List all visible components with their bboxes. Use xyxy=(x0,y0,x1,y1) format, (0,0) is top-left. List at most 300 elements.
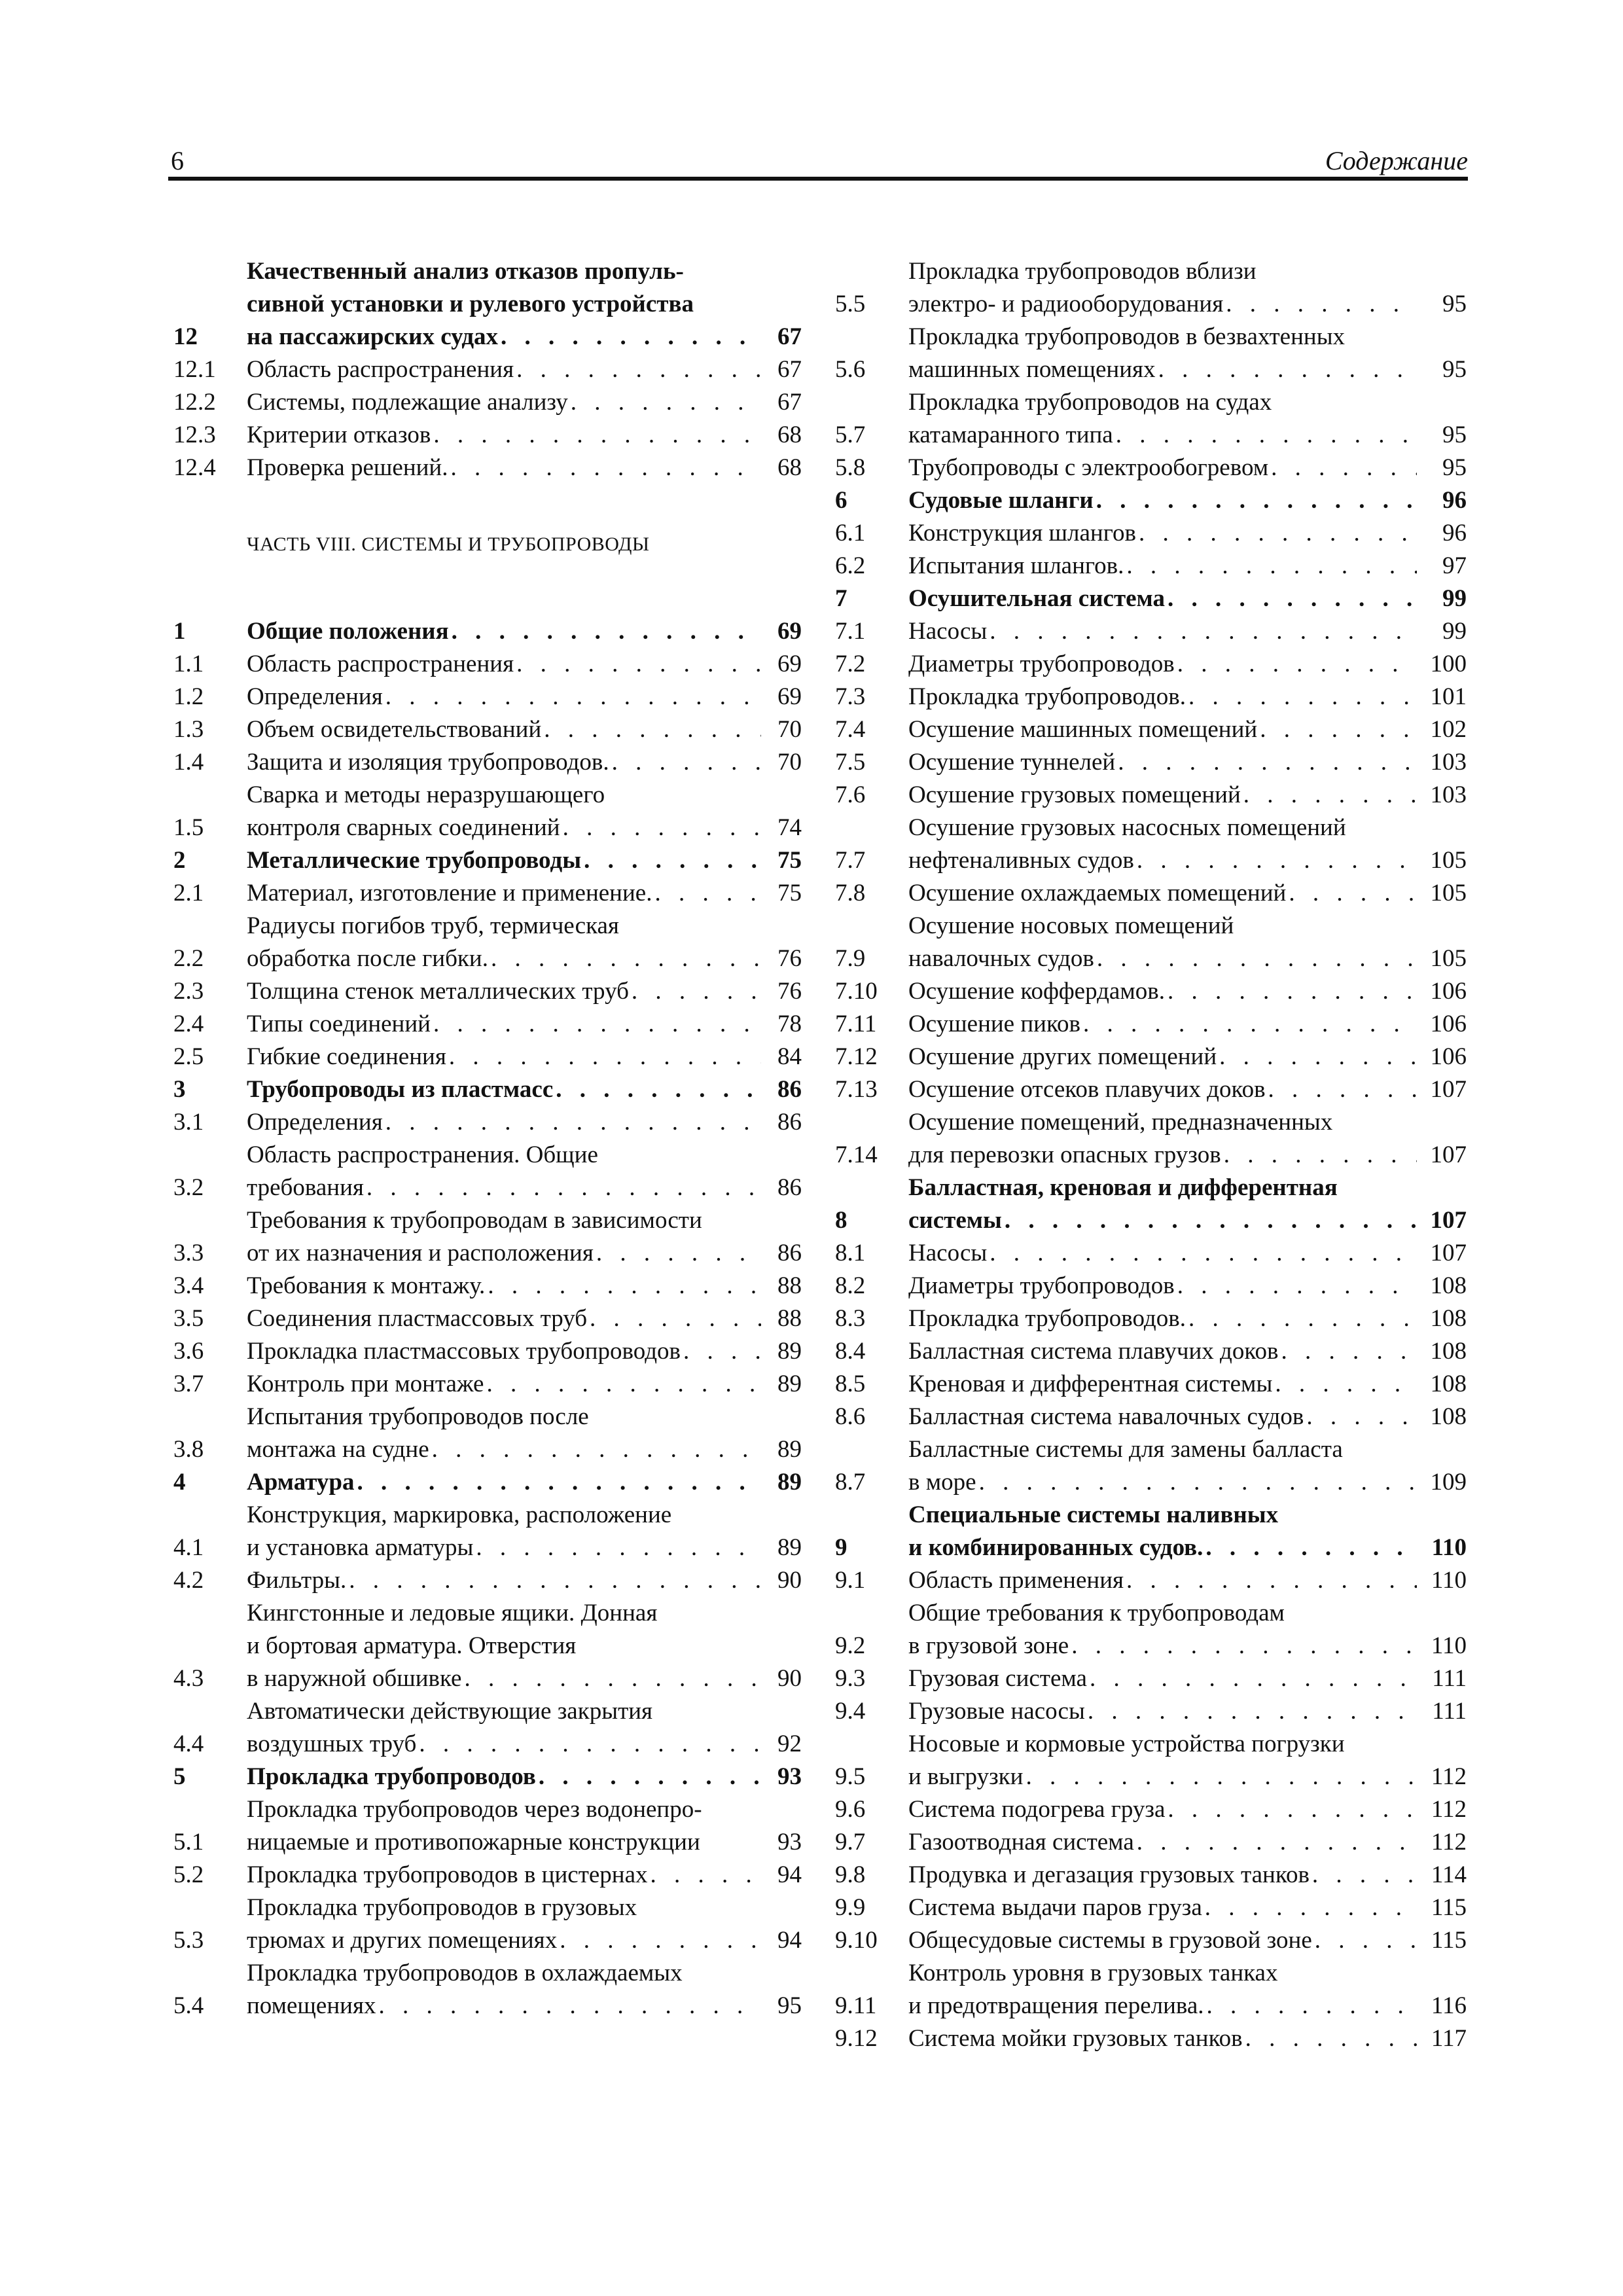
toc-entry-page: 95 xyxy=(1442,356,1467,383)
toc-entry-title-line: Насосы xyxy=(908,618,988,645)
toc-entry[interactable] xyxy=(173,779,802,844)
toc-entry-body xyxy=(908,1499,1467,1564)
toc-entry[interactable] xyxy=(835,1957,1467,2022)
toc-entry-number: 9.2 xyxy=(835,1632,866,1659)
toc-entry-last-line xyxy=(247,1433,802,1466)
toc-entry-number: 4.4 xyxy=(173,1731,204,1757)
toc-entry-title-line: Определения xyxy=(247,683,383,710)
toc-entry-title-line: Кингстонные и ледовые ящики. Донная xyxy=(247,1600,658,1626)
toc-entry-last-line xyxy=(247,1761,802,1793)
dot-leader xyxy=(1137,844,1417,877)
toc-entry[interactable] xyxy=(835,1499,1467,1564)
dot-leader xyxy=(571,386,761,419)
toc-entry-page: 95 xyxy=(1442,454,1467,481)
toc-entry-number: 7.6 xyxy=(835,781,866,808)
dot-leader xyxy=(1026,1761,1417,1793)
toc-entry-body xyxy=(908,1368,1467,1401)
toc-entry-title-line: Прокладка трубопроводов на судах xyxy=(908,389,1272,416)
toc-entry-title-line: Испытания трубопроводов после xyxy=(247,1403,589,1430)
toc-entry-page: 99 xyxy=(1442,618,1467,645)
toc-entry-number: 1 xyxy=(173,618,186,645)
dot-leader xyxy=(1243,779,1417,812)
toc-entry-title-line: Критерии отказов xyxy=(247,422,431,448)
toc-entry-number: 4.3 xyxy=(173,1665,204,1692)
toc-entry-title-line: воздушных труб xyxy=(247,1731,417,1757)
dot-leader xyxy=(452,615,761,648)
toc-entry-page: 96 xyxy=(1442,487,1467,514)
dot-leader xyxy=(683,1335,761,1368)
toc-entry-number: 9.7 xyxy=(835,1829,866,1856)
toc-entry[interactable] xyxy=(835,550,1467,583)
toc-entry-page: 108 xyxy=(1430,1371,1467,1397)
toc-entry-last-line xyxy=(908,1041,1467,1073)
toc-entry-title-line: Испытания шлангов. xyxy=(908,552,1124,579)
toc-entry-title-line: Контроль уровня в грузовых танках xyxy=(908,1960,1278,1986)
toc-entry-title-line: Конструкция шлангов xyxy=(908,520,1136,547)
toc-entry[interactable] xyxy=(835,1695,1467,1728)
toc-entry-title-line: Прокладка трубопроводов через водонепро- xyxy=(247,1796,702,1823)
toc-entry-body xyxy=(908,1106,1467,1172)
toc-entry-number: 3.7 xyxy=(173,1371,204,1397)
toc-entry-page: 76 xyxy=(777,978,802,1005)
toc-entry-number: 6.2 xyxy=(835,552,866,579)
toc-entry[interactable] xyxy=(173,1597,802,1695)
toc-entry[interactable] xyxy=(835,615,1467,648)
dot-leader xyxy=(419,1728,761,1761)
toc-entry-last-line xyxy=(908,1302,1467,1335)
toc-entry-page: 108 xyxy=(1430,1305,1467,1332)
toc-entry[interactable] xyxy=(173,1139,802,1204)
toc-entry-body xyxy=(908,975,1467,1008)
toc-entry[interactable] xyxy=(173,975,802,1008)
toc-entry-number: 3.4 xyxy=(173,1272,204,1299)
toc-entry[interactable] xyxy=(835,910,1467,975)
toc-entry-number: 6 xyxy=(835,487,847,514)
toc-entry[interactable] xyxy=(835,1597,1467,1662)
toc-entry-page: 74 xyxy=(777,814,802,841)
toc-entry[interactable] xyxy=(173,419,802,452)
toc-entry-page: 86 xyxy=(777,1240,802,1266)
toc-entry-page: 112 xyxy=(1431,1763,1467,1790)
dot-leader xyxy=(556,1073,761,1106)
toc-entry-body xyxy=(247,1892,802,1957)
toc-entry[interactable] xyxy=(173,1564,802,1597)
toc-entry-body xyxy=(247,1106,802,1139)
dot-leader xyxy=(1177,1270,1417,1302)
toc-entry[interactable] xyxy=(835,255,1467,321)
toc-entry-page: 108 xyxy=(1430,1403,1467,1430)
toc-entry-page: 67 xyxy=(777,356,802,383)
toc-entry-title-line: Требования к трубопроводам в зависимости xyxy=(247,1207,702,1234)
toc-entry[interactable] xyxy=(835,1073,1467,1106)
toc-entry[interactable] xyxy=(835,1859,1467,1892)
toc-entry[interactable] xyxy=(835,1401,1467,1433)
toc-entry-page: 84 xyxy=(777,1043,802,1070)
toc-entry-title-line: Осушительная система xyxy=(908,585,1165,612)
toc-entry-title-line: Осушение носовых помещений xyxy=(908,912,1234,939)
toc-entry[interactable] xyxy=(835,746,1467,779)
toc-entry-page: 103 xyxy=(1430,781,1467,808)
toc-entry-last-line xyxy=(247,452,802,484)
dot-leader xyxy=(1090,1662,1417,1695)
toc-entry-number: 7.5 xyxy=(835,749,866,776)
toc-entry-last-line xyxy=(908,1237,1467,1270)
toc-entry-body xyxy=(908,1793,1467,1826)
part-title: ЧАСТЬ VIII. СИСТЕМЫ И ТРУБОПРОВОДЫ xyxy=(247,533,650,555)
toc-entry[interactable] xyxy=(173,681,802,713)
toc-entry-page: 68 xyxy=(777,454,802,481)
toc-entry-page: 88 xyxy=(777,1272,802,1299)
toc-entry-page: 93 xyxy=(777,1829,802,1856)
toc-entry[interactable] xyxy=(173,1270,802,1302)
toc-entry-last-line xyxy=(908,975,1467,1008)
toc-entry[interactable] xyxy=(835,1335,1467,1368)
toc-entry-page: 110 xyxy=(1431,1534,1467,1561)
toc-entry-title-line: Продувка и дегазация грузовых танков xyxy=(908,1861,1310,1888)
toc-entry-title-line: Контроль при монтаже xyxy=(247,1371,484,1397)
toc-entry-title-line: Качественный анализ отказов пропуль- xyxy=(247,258,684,285)
toc-entry-body xyxy=(908,713,1467,746)
toc-entry-body xyxy=(908,484,1467,517)
dot-leader xyxy=(1083,1008,1417,1041)
toc-entry-body xyxy=(908,255,1467,321)
toc-entry-last-line xyxy=(908,353,1467,386)
toc-entry-page: 92 xyxy=(777,1731,802,1757)
toc-entry[interactable] xyxy=(173,1302,802,1335)
toc-entry[interactable] xyxy=(173,648,802,681)
toc-entry-last-line xyxy=(908,1401,1467,1433)
toc-entry-number: 5.3 xyxy=(173,1927,204,1954)
toc-entry-number: 3.2 xyxy=(173,1174,204,1201)
toc-entry[interactable] xyxy=(173,1401,802,1466)
toc-entry-title-line: Соединения пластмассовых труб xyxy=(247,1305,588,1332)
toc-entry-number: 8.7 xyxy=(835,1469,866,1496)
toc-entry[interactable] xyxy=(835,779,1467,812)
section-title: Содержание xyxy=(1325,146,1468,175)
toc-entry-number: 2.5 xyxy=(173,1043,204,1070)
dot-leader xyxy=(1207,1990,1417,2022)
toc-entry[interactable] xyxy=(835,1892,1467,1924)
toc-entry[interactable] xyxy=(835,877,1467,910)
dot-leader xyxy=(1005,1204,1417,1237)
toc-entry[interactable] xyxy=(173,746,802,779)
toc-entry-number: 2.2 xyxy=(173,945,204,972)
toc-entry-body xyxy=(908,2022,1467,2055)
toc-entry[interactable] xyxy=(173,1073,802,1106)
dot-leader xyxy=(1205,1532,1417,1564)
toc-entry-last-line xyxy=(908,942,1467,975)
toc-entry-title-line: сивной установки и рулевого устройства xyxy=(247,291,694,317)
dot-leader xyxy=(1118,746,1417,779)
toc-entry[interactable] xyxy=(835,648,1467,681)
dot-leader xyxy=(1245,2022,1417,2055)
toc-entry[interactable] xyxy=(835,812,1467,877)
toc-entry-number: 9.8 xyxy=(835,1861,866,1888)
toc-entry[interactable] xyxy=(173,353,802,386)
toc-entry-title-line: Автоматически действующие закрытия xyxy=(247,1698,653,1725)
toc-entry-title-line: Радиусы погибов труб, термическая xyxy=(247,912,619,939)
toc-entry[interactable] xyxy=(173,1368,802,1401)
toc-entry[interactable] xyxy=(173,1041,802,1073)
dot-leader xyxy=(632,975,761,1008)
toc-entry[interactable] xyxy=(173,1957,802,2022)
toc-entry[interactable] xyxy=(835,1728,1467,1793)
toc-entry[interactable] xyxy=(173,1859,802,1892)
dot-leader xyxy=(1071,1630,1417,1662)
toc-entry[interactable] xyxy=(835,713,1467,746)
toc-entry-body xyxy=(908,1237,1467,1270)
toc-entry-body xyxy=(247,1204,802,1270)
toc-group-part-vii-end xyxy=(173,255,802,484)
toc-entry[interactable] xyxy=(173,910,802,975)
toc-entry-title-line: катамаранного типа xyxy=(908,422,1113,448)
toc-entry-page: 86 xyxy=(777,1174,802,1201)
toc-entry-last-line xyxy=(247,1106,802,1139)
toc-entry[interactable] xyxy=(835,484,1467,517)
toc-entry-last-line xyxy=(908,615,1467,648)
toc-entry-title-line: Область распространения. Общие xyxy=(247,1141,598,1168)
toc-entry-title-line: Система мойки грузовых танков xyxy=(908,2025,1243,2052)
toc-entry-title-line: Грузовая система xyxy=(908,1665,1087,1692)
toc-entry[interactable] xyxy=(173,713,802,746)
toc-entry-title-line: и комбинированных судов. xyxy=(908,1534,1204,1561)
toc-entry-title-line: Носовые и кормовые устройства погрузки xyxy=(908,1731,1345,1757)
toc-entry-body xyxy=(908,1564,1467,1597)
toc-entry[interactable] xyxy=(835,386,1467,452)
toc-entry[interactable] xyxy=(835,1826,1467,1859)
toc-entry[interactable] xyxy=(835,1368,1467,1401)
toc-entry-title-line: Балластная, креновая и дифферентная xyxy=(908,1174,1338,1201)
toc-entry[interactable] xyxy=(173,1761,802,1793)
toc-entry-title-line: Креновая и дифферентная системы xyxy=(908,1371,1273,1397)
toc-entry-body xyxy=(908,1728,1467,1793)
toc-entry-title-line: Прокладка пластмассовых трубопроводов xyxy=(247,1338,681,1365)
toc-entry[interactable] xyxy=(173,615,802,648)
toc-entry[interactable] xyxy=(173,1106,802,1139)
toc-entry-number: 9.4 xyxy=(835,1698,866,1725)
toc-entry-last-line xyxy=(908,1826,1467,1859)
toc-entry[interactable] xyxy=(173,1008,802,1041)
toc-entry[interactable] xyxy=(835,1041,1467,1073)
toc-entry[interactable] xyxy=(173,1695,802,1761)
toc-entry-last-line xyxy=(908,1892,1467,1924)
toc-entry-number: 9.1 xyxy=(835,1567,866,1594)
toc-entry-title-line: Грузовые насосы xyxy=(908,1698,1085,1725)
dot-leader xyxy=(1168,975,1417,1008)
toc-entry-title-line: для перевозки опасных грузов xyxy=(908,1141,1221,1168)
toc-entry-number: 5.4 xyxy=(173,1992,204,2019)
toc-entry-last-line xyxy=(908,1270,1467,1302)
toc-entry-title-line: Прокладка трубопроводов. xyxy=(908,683,1186,710)
toc-entry-body xyxy=(247,1761,802,1793)
toc-entry-last-line xyxy=(247,812,802,844)
toc-entry-last-line xyxy=(247,1532,802,1564)
toc-entry[interactable] xyxy=(835,1106,1467,1172)
dot-leader xyxy=(516,648,761,681)
toc-entry-body xyxy=(247,452,802,484)
toc-entry-body xyxy=(247,1695,802,1761)
toc-entry-last-line xyxy=(908,550,1467,583)
toc-entry-last-line xyxy=(908,1662,1467,1695)
toc-entry[interactable] xyxy=(835,321,1467,386)
dot-leader xyxy=(1289,877,1417,910)
page-number: 6 xyxy=(171,146,184,175)
toc-entry-last-line xyxy=(247,942,802,975)
toc-entry-number: 12.1 xyxy=(173,356,216,383)
toc-entry-last-line xyxy=(908,1990,1467,2022)
dot-leader xyxy=(1315,1924,1417,1957)
toc-entry-title-line: Осушение пиков xyxy=(908,1011,1081,1037)
toc-entry-title-line: трюмах и других помещениях xyxy=(247,1927,558,1954)
toc-entry-title-line: Прокладка трубопроводов в грузовых xyxy=(247,1894,637,1921)
toc-entry-number: 5.2 xyxy=(173,1861,204,1888)
toc-entry-title-line: Осушение машинных помещений xyxy=(908,716,1258,743)
toc-entry-page: 89 xyxy=(777,1338,802,1365)
toc-entry[interactable] xyxy=(835,1662,1467,1695)
toc-entry[interactable] xyxy=(173,1466,802,1499)
toc-entry[interactable] xyxy=(835,1433,1467,1499)
dot-leader xyxy=(491,942,761,975)
toc-entry-page: 75 xyxy=(777,880,802,906)
toc-entry[interactable] xyxy=(173,1892,802,1957)
toc-entry[interactable] xyxy=(835,1172,1467,1237)
toc-entry-title-line: Защита и изоляция трубопроводов. xyxy=(247,749,609,776)
toc-entry-last-line xyxy=(247,1073,802,1106)
toc-entry-title-line: контроля сварных соединений xyxy=(247,814,560,841)
toc-entry-last-line xyxy=(908,1204,1467,1237)
toc-entry-page: 106 xyxy=(1430,1011,1467,1037)
toc-entry-title-line: навалочных судов xyxy=(908,945,1094,972)
toc-entry-title-line: Арматура xyxy=(247,1469,355,1496)
toc-entry[interactable] xyxy=(173,255,802,353)
toc-entry-page: 102 xyxy=(1430,716,1467,743)
dot-leader xyxy=(590,1302,761,1335)
toc-entry-title-line: обработка после гибки. xyxy=(247,945,488,972)
toc-entry-last-line xyxy=(908,1008,1467,1041)
toc-entry-page: 105 xyxy=(1430,880,1467,906)
toc-entry-page: 86 xyxy=(777,1076,802,1103)
toc-entry-last-line xyxy=(247,615,802,648)
toc-entry-number: 9.9 xyxy=(835,1894,866,1921)
toc-entry[interactable] xyxy=(173,1335,802,1368)
toc-entry-body xyxy=(908,779,1467,812)
toc-entry-body xyxy=(247,1597,802,1695)
toc-entry-last-line xyxy=(247,419,802,452)
toc-entry-body xyxy=(908,1335,1467,1368)
toc-entry[interactable] xyxy=(173,844,802,877)
dot-leader xyxy=(1097,942,1417,975)
toc-entry-body xyxy=(908,1892,1467,1924)
dot-leader xyxy=(1188,1302,1417,1335)
toc-entry-title-line: Система выдачи паров груза xyxy=(908,1894,1202,1921)
toc-entry-title-line: Газоотводная система xyxy=(908,1829,1134,1856)
toc-entry-last-line xyxy=(247,353,802,386)
toc-entry[interactable] xyxy=(173,452,802,484)
toc-entry-body xyxy=(247,1302,802,1335)
toc-entry[interactable] xyxy=(173,386,802,419)
toc-entry-body xyxy=(247,713,802,746)
toc-entry-title-line: Трубопроводы из пластмасс xyxy=(247,1076,554,1103)
toc-entry-number: 5 xyxy=(173,1763,186,1790)
toc-entry[interactable] xyxy=(835,1302,1467,1335)
toc-entry[interactable] xyxy=(173,1204,802,1270)
toc-entry-page: 69 xyxy=(777,683,802,710)
toc-entry-last-line xyxy=(908,1761,1467,1793)
toc-entry-last-line xyxy=(908,484,1467,517)
toc-entry-body xyxy=(908,1433,1467,1499)
toc-entry-title-line: Прокладка трубопроводов вблизи xyxy=(908,258,1257,285)
toc-entry-body xyxy=(908,1695,1467,1728)
toc-entry-page: 106 xyxy=(1430,1043,1467,1070)
toc-entry-body xyxy=(908,452,1467,484)
toc-entry[interactable] xyxy=(835,517,1467,550)
toc-entry[interactable] xyxy=(835,2022,1467,2055)
toc-entry[interactable] xyxy=(835,1008,1467,1041)
dot-leader xyxy=(1306,1401,1417,1433)
toc-entry-title-line: машинных помещениях xyxy=(908,356,1156,383)
toc-entry-number: 12.4 xyxy=(173,454,216,481)
toc-entry-page: 107 xyxy=(1430,1240,1467,1266)
toc-entry[interactable] xyxy=(835,1793,1467,1826)
toc-entry-number: 9.10 xyxy=(835,1927,878,1954)
toc-entry[interactable] xyxy=(173,1793,802,1859)
toc-entry-page: 101 xyxy=(1430,683,1467,710)
toc-entry-page: 105 xyxy=(1430,945,1467,972)
toc-entry-page: 107 xyxy=(1430,1141,1467,1168)
toc-entry-page: 67 xyxy=(777,323,802,350)
toc-entry-body xyxy=(247,746,802,779)
toc-entry-number: 2 xyxy=(173,847,186,874)
toc-entry-page: 90 xyxy=(777,1665,802,1692)
toc-entry-page: 105 xyxy=(1430,847,1467,874)
toc-entry-body xyxy=(908,1924,1467,1957)
toc-entry[interactable] xyxy=(835,975,1467,1008)
toc-entry-body xyxy=(247,1041,802,1073)
toc-group-part-viii-continued xyxy=(835,255,1467,2055)
dot-leader xyxy=(433,1008,761,1041)
dot-leader xyxy=(1168,583,1417,615)
toc-entry-title-line: Осушение грузовых помещений xyxy=(908,781,1241,808)
toc-entry-page: 78 xyxy=(777,1011,802,1037)
toc-entry-last-line xyxy=(247,648,802,681)
toc-entry[interactable] xyxy=(835,583,1467,615)
dot-leader xyxy=(1275,1368,1417,1401)
toc-entry-page: 116 xyxy=(1431,1992,1467,2019)
toc-entry-page: 93 xyxy=(777,1763,802,1790)
toc-entry[interactable] xyxy=(835,452,1467,484)
toc-entry[interactable] xyxy=(173,1499,802,1564)
toc-entry-last-line xyxy=(908,2022,1467,2055)
toc-entry-number: 7.1 xyxy=(835,618,866,645)
toc-entry-body xyxy=(247,779,802,844)
toc-entry[interactable] xyxy=(835,681,1467,713)
toc-entry-number: 12.2 xyxy=(173,389,216,416)
toc-entry-last-line xyxy=(908,419,1467,452)
toc-entry-last-line xyxy=(908,1335,1467,1368)
toc-entry[interactable] xyxy=(835,1924,1467,1957)
toc-entry-title-line: системы xyxy=(908,1207,1002,1234)
toc-entry-title-line: и бортовая арматура. Отверстия xyxy=(247,1632,577,1659)
toc-entry-title-line: на пассажирских судах xyxy=(247,323,499,350)
toc-entry-title-line: Прокладка трубопроводов. xyxy=(908,1305,1186,1332)
toc-entry-last-line xyxy=(908,517,1467,550)
toc-entry[interactable] xyxy=(835,1270,1467,1302)
toc-entry[interactable] xyxy=(835,1564,1467,1597)
toc-entry[interactable] xyxy=(173,877,802,910)
toc-entry[interactable] xyxy=(835,1237,1467,1270)
toc-entry-number: 8.5 xyxy=(835,1371,866,1397)
toc-entry-last-line xyxy=(247,1172,802,1204)
